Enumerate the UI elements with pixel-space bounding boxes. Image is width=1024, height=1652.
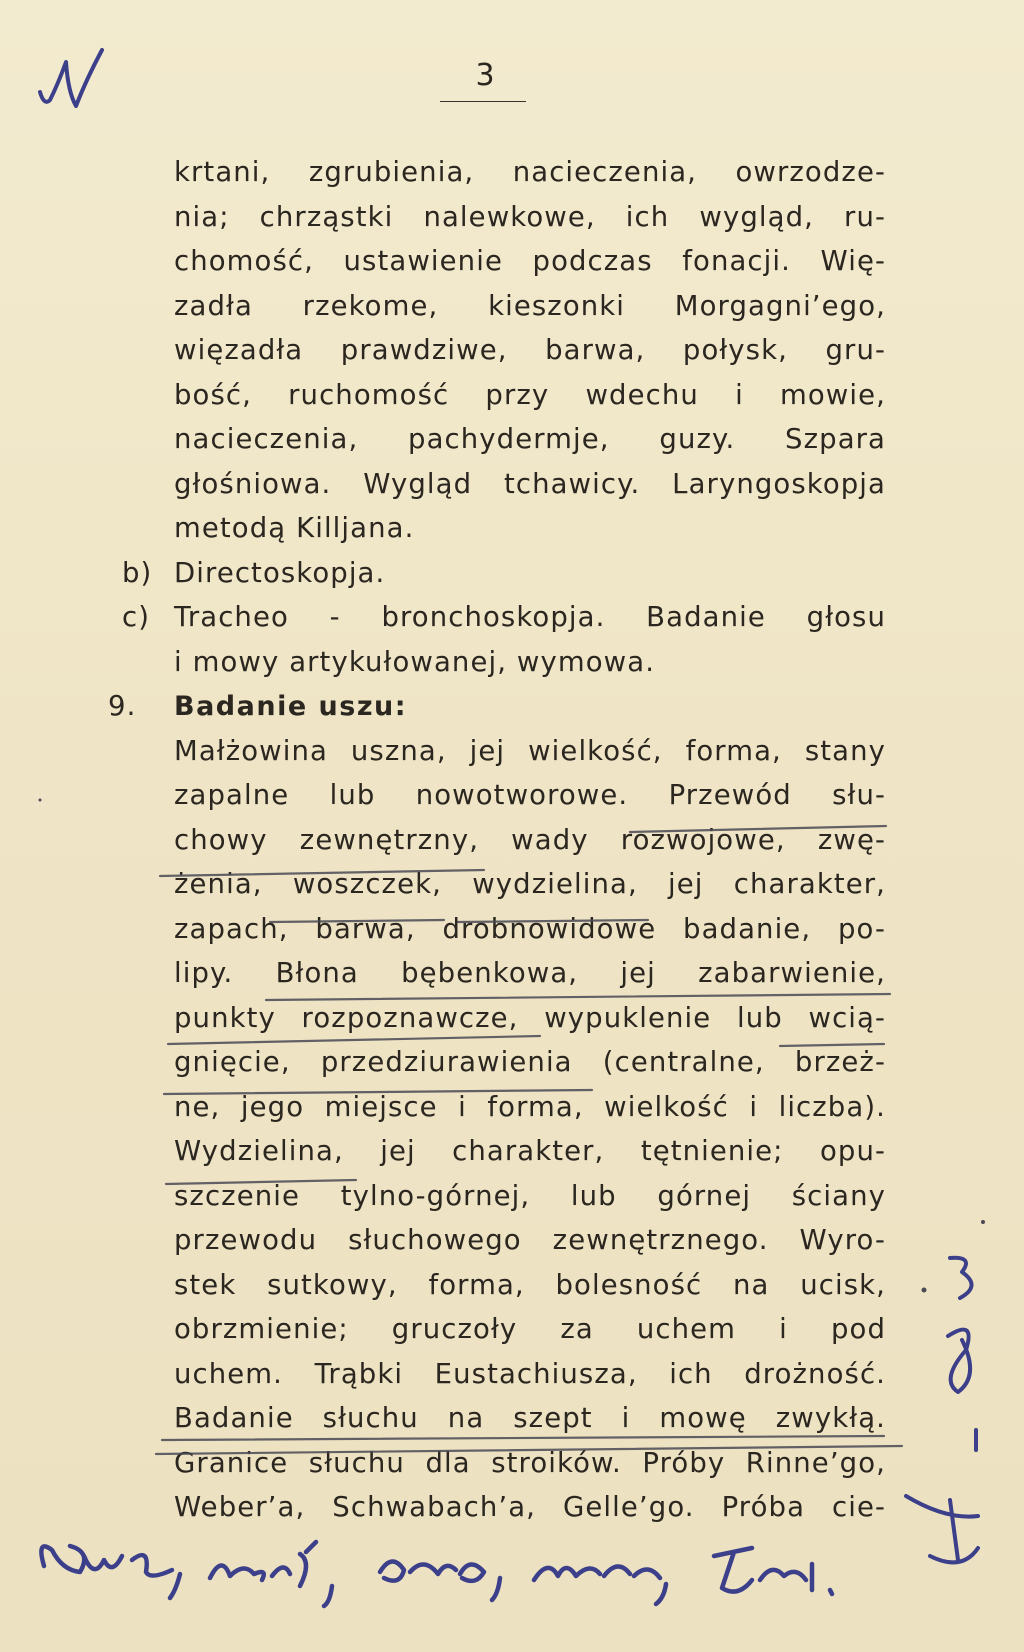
text-line: więzadła prawdziwe, barwa, połysk, gru- (174, 334, 886, 366)
text-line: gnięcie, przedziurawienia (centralne, brzeż- (174, 1046, 886, 1078)
item-b-text: Directoskopja. (174, 556, 386, 589)
text-line: Małżowina uszna, jej wielkość, forma, stany (174, 734, 886, 767)
text-line: głośniowa. Wygląd tchawicy. Laryngoskopja (174, 467, 886, 500)
text-line: krtani, zgrubienia, nacieczenia, owrzodze- (174, 156, 886, 188)
text-line: Wydzielina, jej charakter, tętnienie; opu- (174, 1135, 886, 1167)
item-c-text: Tracheo - bronchoskopja. Badanie głosu (174, 601, 886, 633)
text-line: bość, ruchomość przy wdechu i mowie, (174, 378, 886, 411)
text-line: nacieczenia, pachydermje, guzy. Szpara (174, 423, 886, 455)
text-line: obrzmienie; gruczoły za uchem i pod (174, 1313, 886, 1345)
text-line: chomość, ustawienie podczas fonacji. Wię- (174, 245, 886, 277)
text-line: Granice słuchu dla stroików. Próby Rinne’go, (174, 1446, 886, 1479)
text-line: żenia, woszczek, wydzielina, jej charakter, (174, 868, 886, 900)
text-line: szczenie tylno-górnej, lub górnej ściany (174, 1179, 886, 1212)
text-line: Badanie słuchu na szept i mowę zwykłą. (174, 1402, 886, 1434)
item-b-label: b) (122, 556, 153, 589)
text-line: uchem. Trąbki Eustachiusza, ich drożność. (174, 1357, 886, 1390)
text-line: i mowy artykułowanej, wymowa. (174, 645, 656, 678)
section-number: 9. (108, 690, 137, 722)
text-line: zapach, barwa, drobnowidowe badanie, po- (174, 912, 886, 945)
text-line: ne, jego miejsce i forma, wielkość i liczba). (174, 1090, 886, 1123)
text-line: zapalne lub nowotworowe. Przewód słu- (174, 779, 886, 811)
section-heading: Badanie uszu: (174, 691, 408, 722)
item-c-label: c) (122, 601, 151, 633)
text-line: chowy zewnętrzny, wady rozwojowe, zwę- (174, 823, 886, 856)
text-line: zadła rzekome, kieszonki Morgagni’ego, (174, 289, 886, 322)
text-line: lipy. Błona bębenkowa, jej zabarwienie, (174, 957, 886, 989)
text-line: przewodu słuchowego zewnętrznego. Wyro- (174, 1224, 886, 1256)
page-number: 3 (475, 58, 495, 93)
text-line: stek sutkowy, forma, bolesność na ucisk, (174, 1268, 886, 1301)
text-line: punkty rozpoznawcze, wypuklenie lub wcią- (174, 1001, 886, 1034)
text-line: metodą Killjana. (174, 512, 415, 544)
text-line: Weber’a, Schwabach’a, Gelle’go. Próba cie- (174, 1491, 886, 1523)
text-line: nia; chrząstki nalewkowe, ich wygląd, ru- (174, 200, 886, 233)
